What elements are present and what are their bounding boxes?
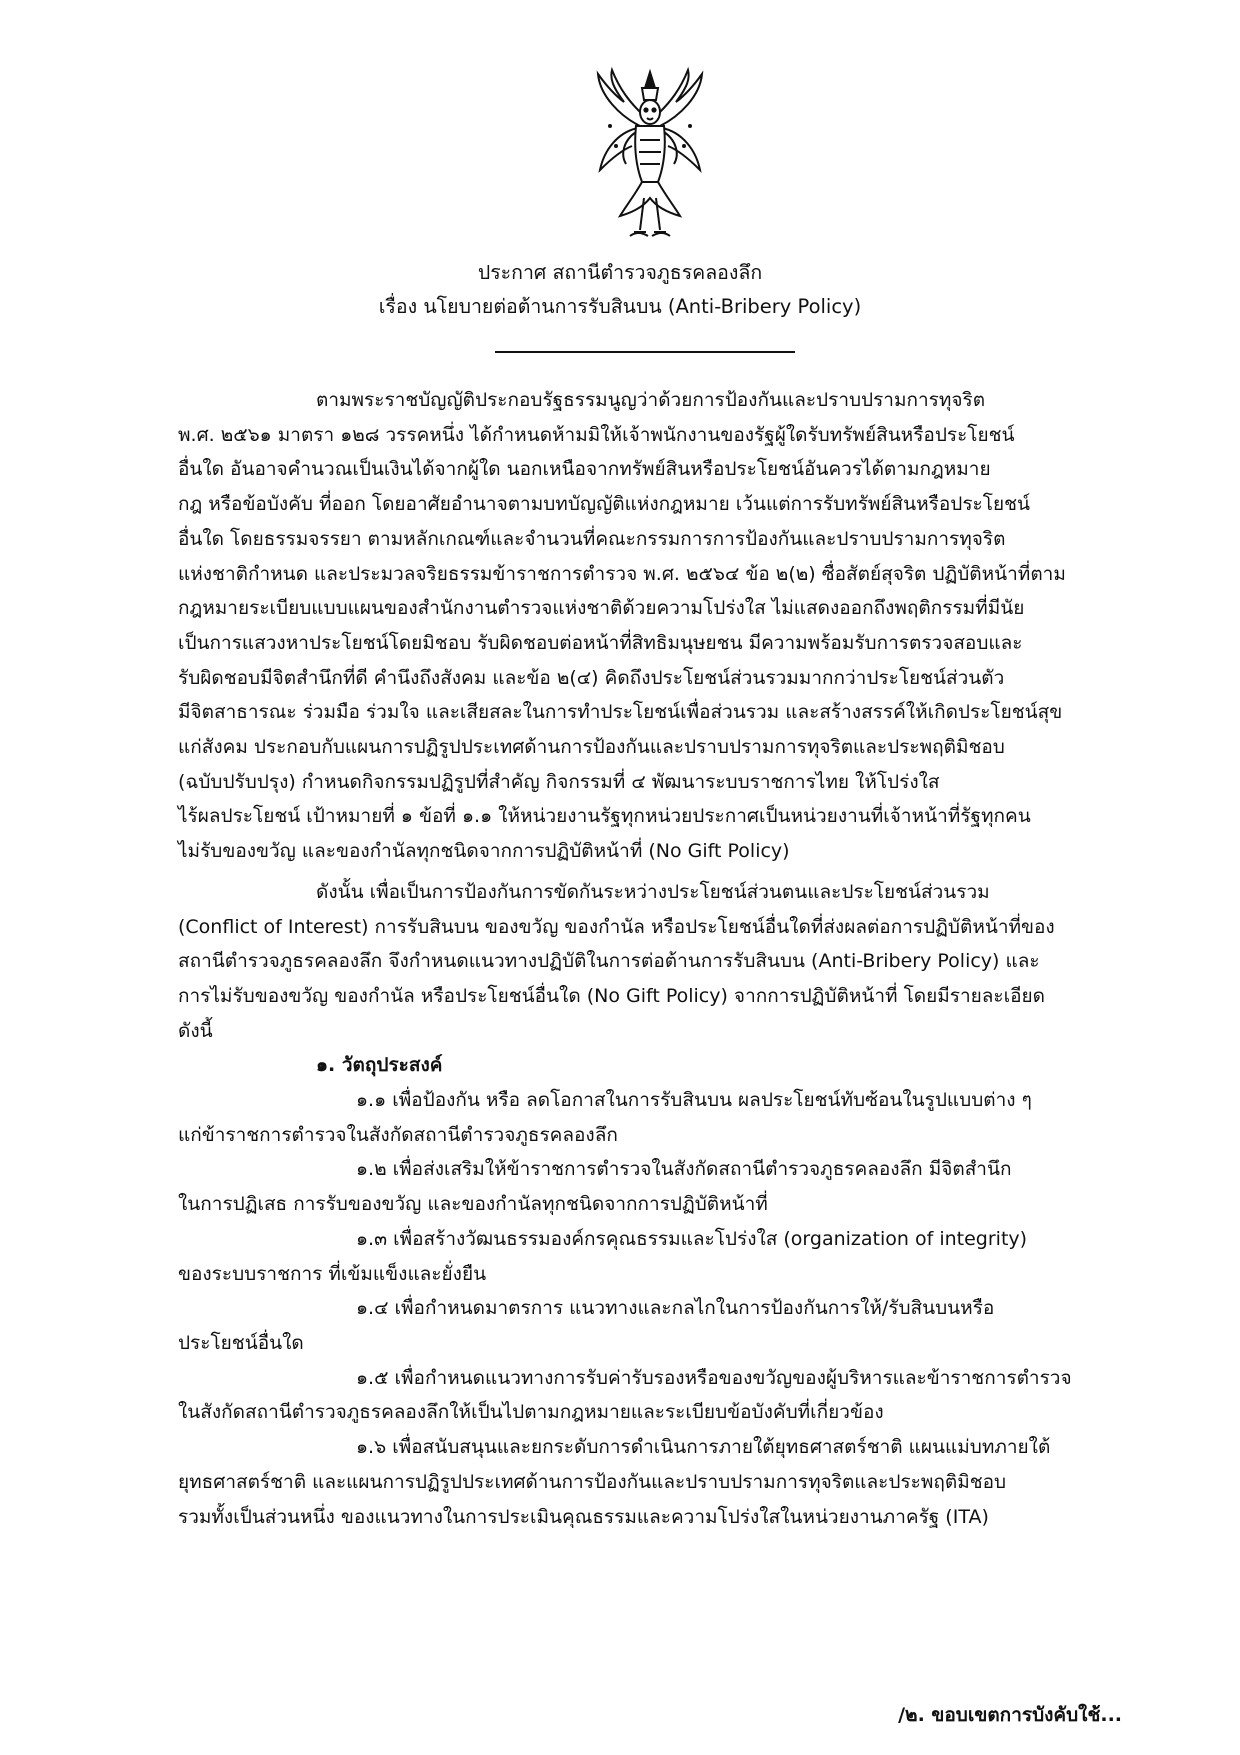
announcement-subject: เรื่อง นโยบายต่อต้านการรับสินบน (Anti-Bribery Policy) xyxy=(378,295,862,318)
text-line: ๑.๔ เพื่อกำหนดมาตรการ แนวทางและกลไกในการป้องกันการให้/รับสินบนหรือ xyxy=(356,1297,995,1320)
text-line: แก่ข้าราชการตำรวจในสังกัดสถานีตำรวจภูธรคลองลึก xyxy=(178,1123,618,1146)
announcement-title: ประกาศ สถานีตำรวจภูธรคลองลึก xyxy=(477,261,763,284)
text-line: ดังนี้ xyxy=(178,1019,213,1042)
text-line: ๑.๓ เพื่อสร้างวัฒนธรรมองค์กรคุณธรรมและโปร่งใส (organization of integrity) xyxy=(356,1227,1028,1250)
objective-item-1-2 xyxy=(178,1152,1120,1221)
objective-item-1-4 xyxy=(178,1291,1120,1360)
paragraph-preamble xyxy=(178,383,1120,869)
text-line: ประโยชน์อื่นใด xyxy=(178,1331,304,1354)
text-line: เป็นการแสวงหาประโยชน์โดยมิชอบ รับผิดชอบต่อหน้าที่สิทธิมนุษยชน มีความพร้อมรับการตรวจสอบและ xyxy=(178,631,1023,654)
garuda-emblem-icon xyxy=(590,66,710,242)
objective-item-1-6 xyxy=(178,1430,1120,1534)
objective-item-1-5 xyxy=(178,1361,1120,1430)
text-line: ๑.๑ เพื่อป้องกัน หรือ ลดโอกาสในการรับสินบน ผลประโยชน์ทับซ้อนในรูปแบบต่าง ๆ xyxy=(356,1089,1032,1112)
objective-item-1-3 xyxy=(178,1222,1120,1291)
text-line: แก่สังคม ประกอบกับแผนการปฏิรูปประเทศด้านการป้องกันและปราบปรามการทุจริตและประพฤติมิชอบ xyxy=(178,736,1005,759)
text-line: ของระบบราชการ ที่เข้มแข็งและยั่งยืน xyxy=(178,1262,487,1285)
text-line: อื่นใด โดยธรรมจรรยา ตามหลักเกณฑ์และจำนวนที่คณะกรรมการการป้องกันและปราบปรามการทุจริต xyxy=(178,527,1006,550)
text-line: ตามพระราชบัญญัติประกอบรัฐธรรมนูญว่าด้วยการป้องกันและปราบปรามการทุจริต xyxy=(316,389,986,411)
text-line: รับผิดชอบมีจิตสำนึกที่ดี คำนึงถึงสังคม และข้อ ๒(๔) คิดถึงประโยชน์ส่วนรวมมากกว่าประโยชน์ส่วนตัว xyxy=(178,666,1005,689)
text-line: ดังนั้น เพื่อเป็นการป้องกันการขัดกันระหว่างประโยชน์ส่วนตนและประโยชน์ส่วนรวม xyxy=(316,880,990,903)
text-line: กฎ หรือข้อบังคับ ที่ออก โดยอาศัยอำนาจตามบทบัญญัติแห่งกฎหมาย เว้นแต่การรับทรัพย์สินหรือประโยชน์ xyxy=(178,493,1030,516)
section-heading-objectives: ๑. วัตถุประสงค์ xyxy=(316,1054,443,1077)
text-line: ไร้ผลประโยชน์ เป้าหมายที่ ๑ ข้อที่ ๑.๑ ให้หน่วยงานรัฐทุกหน่วยประกาศเป็นหน่วยงานที่เจ้าหน้าที่รัฐทุกคน xyxy=(178,805,1031,828)
document-body xyxy=(178,383,1120,1534)
document-header xyxy=(0,256,1240,324)
text-line: แห่งชาติกำหนด และประมวลจริยธรรมข้าราชการตำรวจ พ.ศ. ๒๕๖๔ ข้อ ๒(๒) ซื่อสัตย์สุจริต ปฏิบัติหน้าที่ตาม xyxy=(178,562,1066,585)
text-line: อื่นใด อันอาจคำนวณเป็นเงินได้จากผู้ใด นอกเหนือจากทรัพย์สินหรือประโยชน์อันควรได้ตามกฎหมาย xyxy=(178,458,991,481)
header-divider xyxy=(495,351,795,353)
text-line: ๑.๖ เพื่อสนับสนุนและยกระดับการดำเนินการภายใต้ยุทธศาสตร์ชาติ แผนแม่บทภายใต้ xyxy=(356,1436,1051,1459)
text-line: รวมทั้งเป็นส่วนหนึ่ง ของแนวทางในการประเมินคุณธรรมและความโปร่งใสในหน่วยงานภาครัฐ (ITA) xyxy=(178,1505,989,1528)
text-line: ในสังกัดสถานีตำรวจภูธรคลองลึกให้เป็นไปตามกฎหมายและระเบียบข้อบังคับที่เกี่ยวข้อง xyxy=(178,1401,884,1424)
text-line: กฎหมายระเบียบแบบแผนของสำนักงานตำรวจแห่งชาติด้วยความโปร่งใส ไม่แสดงออกถึงพฤติกรรมที่มีนัย xyxy=(178,597,1025,620)
text-line: ยุทธศาสตร์ชาติ และแผนการปฏิรูปประเทศด้านการป้องกันและปราบปรามการทุจริตและประพฤติมิชอบ xyxy=(178,1470,1007,1493)
text-line: ๑.๒ เพื่อส่งเสริมให้ข้าราชการตำรวจในสังกัดสถานีตำรวจภูธรคลองลึก มีจิตสำนึก xyxy=(356,1158,1012,1181)
text-line: สถานีตำรวจภูธรคลองลึก จึงกำหนดแนวทางปฏิบัติในการต่อต้านการรับสินบน (Anti-Bribery Policy) และ xyxy=(178,950,1040,973)
text-line: ๑.๕ เพื่อกำหนดแนวทางการรับค่ารับรองหรือของขวัญของผู้บริหารและข้าราชการตำรวจ xyxy=(356,1366,1072,1389)
text-line: พ.ศ. ๒๕๖๑ มาตรา ๑๒๘ วรรคหนึ่ง ได้กำหนดห้ามมิให้เจ้าพนักงานของรัฐผู้ใดรับทรัพย์สินหรือประโยชน์ xyxy=(178,423,1015,446)
text-line: การไม่รับของขวัญ ของกำนัล หรือประโยชน์อื่นใด (No Gift Policy) จากการปฏิบัติหน้าที่ โดยมีรายละเอียด xyxy=(178,984,1046,1007)
objective-item-1-1 xyxy=(178,1083,1120,1152)
text-line: (ฉบับปรับปรุง) กำหนดกิจกรรมปฏิรูปที่สำคัญ กิจกรรมที่ ๔ พัฒนาระบบราชการไทย ให้โปร่งใส xyxy=(178,770,940,793)
text-line: มีจิตสาธารณะ ร่วมมือ ร่วมใจ และเสียสละในการทำประโยชน์เพื่อส่วนรวม และสร้างสรรค์ให้เกิดประโยชน์สุข xyxy=(178,701,1063,724)
text-line: ในการปฏิเสธ การรับของขวัญ และของกำนัลทุกชนิดจากการปฏิบัติหน้าที่ xyxy=(178,1193,768,1216)
page-continuation: /๒. ขอบเขตการบังคับใช้... xyxy=(898,1704,1122,1726)
paragraph-therefore xyxy=(178,875,1120,1049)
text-line: ไม่รับของขวัญ และของกำนัลทุกชนิดจากการปฏิบัติหน้าที่ (No Gift Policy) xyxy=(178,840,790,863)
text-line: (Conflict of Interest) การรับสินบน ของขวัญ ของกำนัล หรือประโยชน์อื่นใดที่ส่งผลต่อการปฏิบัติหน้าที่ของ xyxy=(178,915,1055,938)
